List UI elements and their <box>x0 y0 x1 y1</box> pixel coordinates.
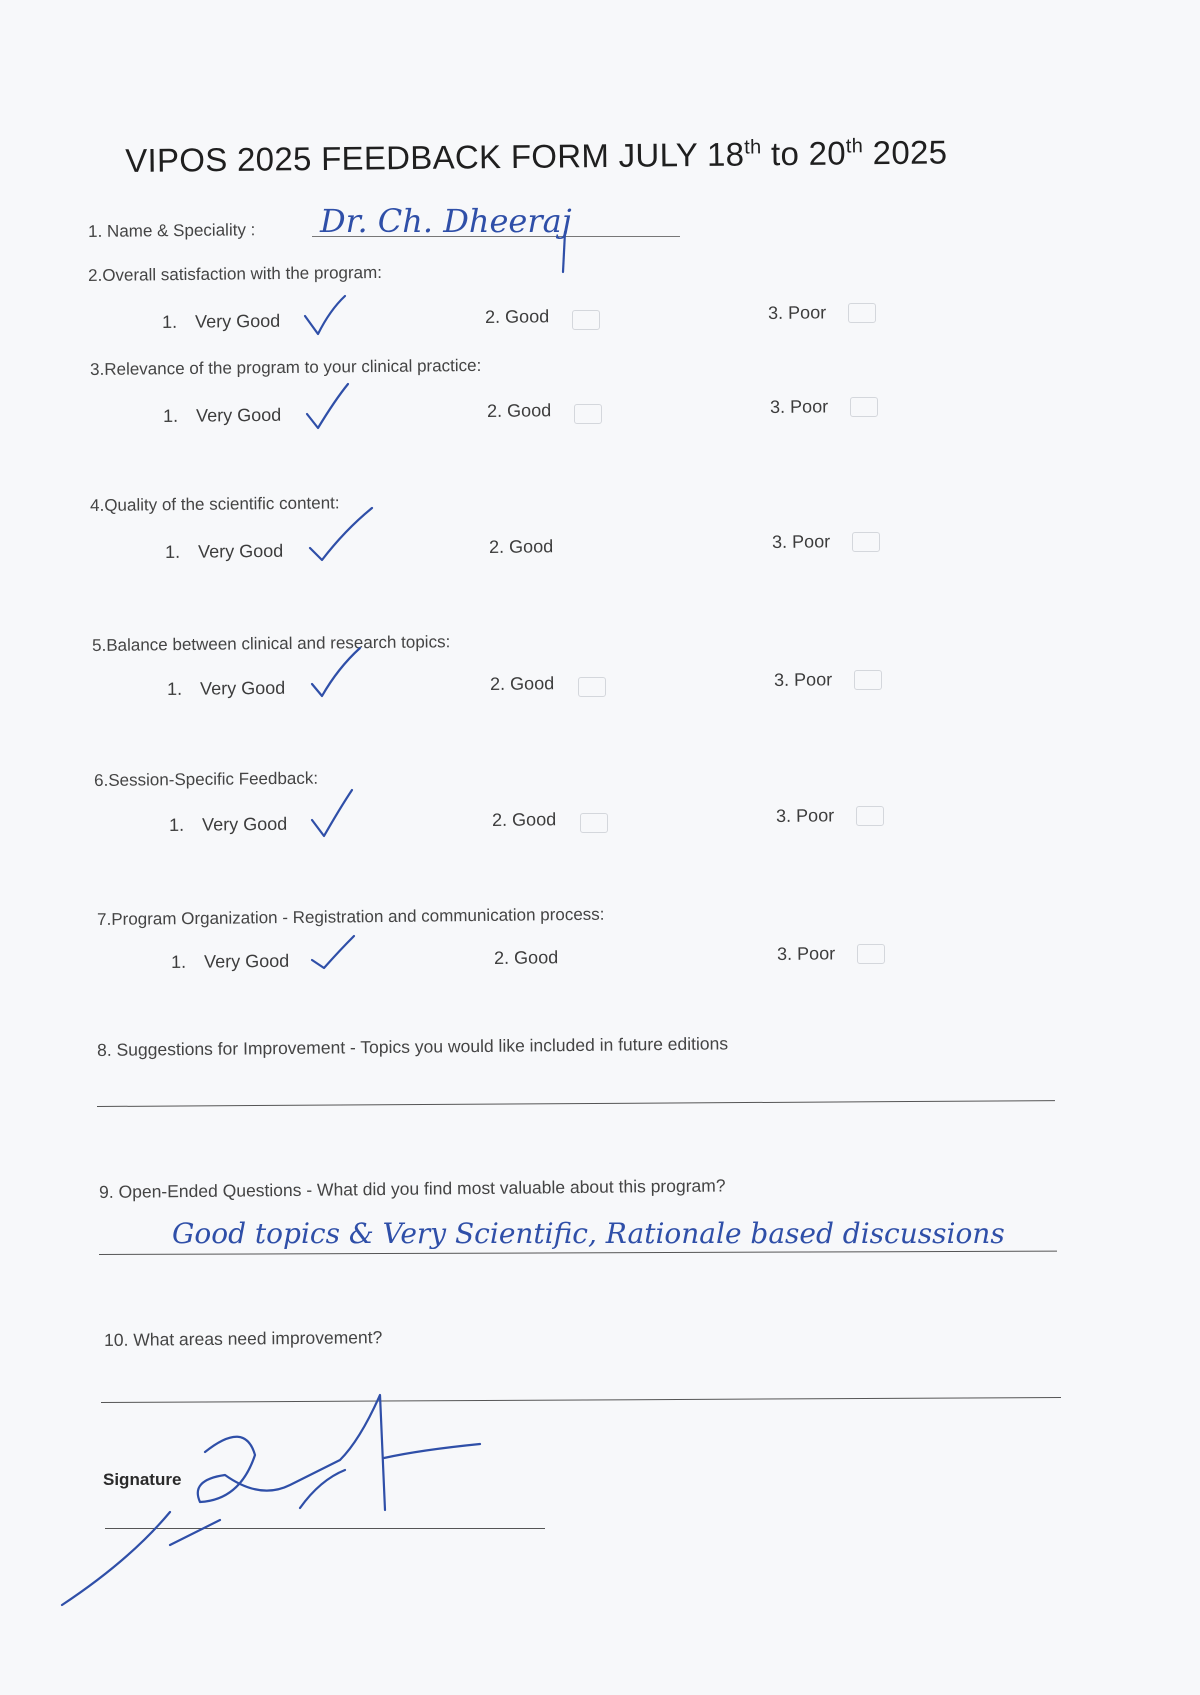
signature-mark <box>62 1395 480 1605</box>
question-7-option-good[interactable]: 2. Good <box>494 947 559 968</box>
question-7-option-very-good[interactable]: 1. Very Good <box>171 950 290 972</box>
question-7-checkmark <box>312 936 354 968</box>
question-10-label: 10. What areas need improvement? <box>104 1327 383 1350</box>
question-7-label: 7.Program Organization - Registration and communication process: <box>97 904 605 929</box>
question-9-label: 9. Open-Ended Questions - What did you find most valuable about this program? <box>99 1175 726 1202</box>
question-5-option-very-good[interactable]: 1. Very Good <box>167 677 286 699</box>
question-5-label: 5.Balance between clinical and research topics: <box>92 632 451 655</box>
question-5-checkmark <box>312 648 360 696</box>
question-3-option-very-good[interactable]: 1. Very Good <box>163 404 282 426</box>
question-2-option-good[interactable]: 2. Good <box>485 306 550 327</box>
question-3-checkmark <box>307 384 348 428</box>
question-2-checkmark <box>305 296 345 334</box>
question-6-checkmark <box>312 790 352 836</box>
question-4-checkmark <box>310 508 372 560</box>
question-5-option-poor[interactable]: 3. Poor <box>774 669 833 690</box>
question-3-label: 3.Relevance of the program to your clinical practice: <box>90 355 482 379</box>
question-4-option-very-good[interactable]: 1. Very Good <box>165 540 284 562</box>
question-6-option-very-good[interactable]: 1. Very Good <box>169 813 288 835</box>
question-6-option-good[interactable]: 2. Good <box>492 809 557 830</box>
question-2-option-poor[interactable]: 3. Poor <box>768 302 827 323</box>
question-2-label: 2.Overall satisfaction with the program: <box>88 262 383 285</box>
name-speciality-label: 1. Name & Speciality : <box>88 220 256 241</box>
question-3-option-poor[interactable]: 3. Poor <box>770 396 829 417</box>
question-2-option-very-good[interactable]: 1. Very Good <box>162 310 281 332</box>
question-4-label: 4.Quality of the scientific content: <box>90 493 340 515</box>
question-7-option-poor[interactable]: 3. Poor <box>777 943 836 964</box>
name-ink-tail <box>563 232 565 272</box>
question-6-label: 6.Session-Specific Feedback: <box>94 768 319 790</box>
question-6-option-poor[interactable]: 3. Poor <box>776 805 835 826</box>
question-3-option-good[interactable]: 2. Good <box>487 400 552 421</box>
name-handwritten-value[interactable]: Dr. Ch. Dheeraj <box>320 202 572 240</box>
signature-label: Signature <box>103 1470 182 1489</box>
form-title: VIPOS 2025 FEEDBACK FORM JULY 18th to 20th 2025 <box>125 133 948 179</box>
question-4-option-good[interactable]: 2. Good <box>489 536 554 557</box>
question-8-label: 8. Suggestions for Improvement - Topics you would like included in future editions <box>97 1033 729 1060</box>
question-4-option-poor[interactable]: 3. Poor <box>772 531 831 552</box>
question-9-answer[interactable]: Good topics & Very Scientific, Rationale based discussions <box>172 1217 1005 1250</box>
question-5-option-good[interactable]: 2. Good <box>490 673 555 694</box>
